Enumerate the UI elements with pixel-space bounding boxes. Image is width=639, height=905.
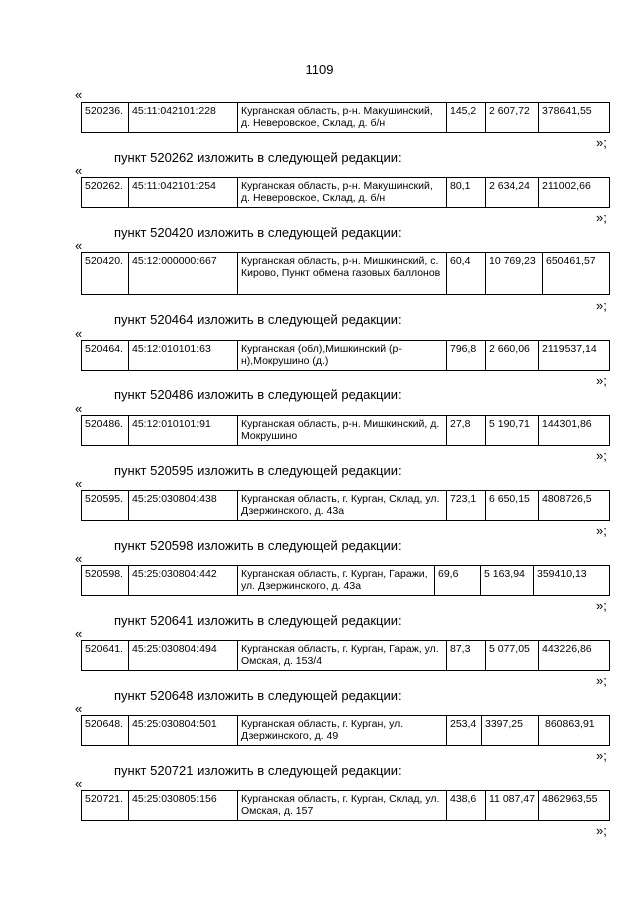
cell-cadastral: 45:12:010101:91	[129, 416, 238, 446]
close-quote: »;	[596, 523, 607, 538]
cell-rate: 6 650,15	[486, 491, 539, 521]
amendment-intro: пункт 520598 изложить в следующей редакции:	[114, 538, 402, 553]
cell-address: Курганская область, г. Курган, Гараж, ул. Омская, д. 153/4	[238, 641, 447, 671]
cell-rate: 5 077,05	[486, 641, 539, 671]
close-quote: »;	[596, 210, 607, 225]
cell-cadastral: 45:25:030804:501	[129, 716, 238, 746]
cell-area: 60,4	[447, 253, 486, 295]
cell-cadastral: 45:25:030805:156	[129, 791, 238, 821]
cell-area: 796,8	[447, 341, 486, 371]
cell-address: Курганская область, г. Курган, Склад, ул. Омская, д. 157	[238, 791, 447, 821]
cell-cadastral: 45:25:030804:438	[129, 491, 238, 521]
cell-value: 650461,57	[543, 253, 610, 295]
cell-address: Курганская (обл),Мишкинский (р-н),Мокрушино (д.)	[238, 341, 447, 371]
amendment-intro: пункт 520648 изложить в следующей редакции:	[114, 688, 402, 703]
cell-area: 80,1	[447, 178, 486, 208]
cell-address: Курганская область, р-н. Макушинский, д. Неверовское, Склад, д. б/н	[238, 178, 447, 208]
cell-value: 443226,86	[539, 641, 610, 671]
cell-rate: 2 607,72	[486, 103, 539, 133]
cell-cadastral: 45:25:030804:494	[129, 641, 238, 671]
cell-value: 144301,86	[539, 416, 610, 446]
cell-address: Курганская область, р-н. Макушинский, д. Неверовское, Склад, д. б/н	[238, 103, 447, 133]
open-quote: «	[75, 776, 83, 791]
close-quote: »;	[596, 135, 607, 150]
cell-rate: 5 190,71	[486, 416, 539, 446]
cell-number: 520464.	[82, 341, 129, 371]
cell-address: Курганская область, р-н. Мишкинский, д. Мокрушино	[238, 416, 447, 446]
cell-address: Курганская область, р-н. Мишкинский, с. Кирово, Пункт обмена газовых баллонов	[238, 253, 447, 295]
cell-value: 860863,91	[539, 716, 610, 746]
amendment-intro: пункт 520641 изложить в следующей редакции:	[114, 613, 402, 628]
cell-rate: 11 087,47	[486, 791, 539, 821]
cell-value: 359410,13	[534, 566, 610, 596]
open-quote: «	[75, 401, 83, 416]
amendment-intro: пункт 520262 изложить в следующей редакции:	[114, 150, 402, 165]
open-quote: «	[75, 701, 83, 716]
close-quote: »;	[596, 823, 607, 838]
cell-number: 520641.	[82, 641, 129, 671]
cell-value: 4808726,5	[539, 491, 610, 521]
amendment-intro: пункт 520486 изложить в следующей редакции:	[114, 387, 402, 402]
cell-cadastral: 45:25:030804:442	[129, 566, 238, 596]
cell-cadastral: 45:12:000000:667	[129, 253, 238, 295]
table-row	[81, 790, 610, 821]
close-quote: »;	[596, 373, 607, 388]
table-row	[81, 715, 610, 746]
open-quote: «	[75, 163, 83, 178]
cell-rate: 3397,25	[482, 716, 539, 746]
cell-rate: 2 660,06	[486, 341, 539, 371]
open-quote: «	[75, 238, 83, 253]
open-quote: «	[75, 326, 83, 341]
cell-area: 69,6	[435, 566, 481, 596]
table-row	[81, 102, 610, 133]
table-row	[81, 640, 610, 671]
cell-number: 520236.	[82, 103, 129, 133]
cell-value: 378641,55	[539, 103, 610, 133]
cell-area: 723,1	[447, 491, 486, 521]
cell-area: 27,8	[447, 416, 486, 446]
close-quote: »;	[596, 598, 607, 613]
close-quote: »;	[596, 748, 607, 763]
cell-value: 211002,66	[539, 178, 610, 208]
amendment-intro: пункт 520595 изложить в следующей редакции:	[114, 463, 402, 478]
table-row	[81, 340, 610, 371]
cell-address: Курганская область, г. Курган, Склад, ул. Дзержинского, д. 43а	[238, 491, 447, 521]
cell-value: 2119537,14	[539, 341, 610, 371]
amendment-intro: пункт 520420 изложить в следующей редакции:	[114, 225, 402, 240]
cell-number: 520595.	[82, 491, 129, 521]
cell-number: 520721.	[82, 791, 129, 821]
table-row	[81, 565, 610, 596]
cell-address: Курганская область, г. Курган, ул. Дзержинского, д. 49	[238, 716, 447, 746]
open-quote: «	[75, 626, 83, 641]
cell-number: 520486.	[82, 416, 129, 446]
open-quote: «	[75, 551, 83, 566]
cell-cadastral: 45:11:042101:228	[129, 103, 238, 133]
cell-area: 253,4	[447, 716, 482, 746]
cell-area: 145,2	[447, 103, 486, 133]
cell-cadastral: 45:11:042101:254	[129, 178, 238, 208]
cell-number: 520598.	[82, 566, 129, 596]
amendment-intro: пункт 520721 изложить в следующей редакции:	[114, 763, 402, 778]
table-row	[81, 490, 610, 521]
open-quote: «	[75, 476, 83, 491]
cell-area: 87,3	[447, 641, 486, 671]
cell-rate: 10 769,23	[486, 253, 543, 295]
cell-rate: 2 634,24	[486, 178, 539, 208]
cell-rate: 5 163,94	[481, 566, 534, 596]
close-quote: »;	[596, 673, 607, 688]
close-quote: »;	[596, 298, 607, 313]
cell-cadastral: 45:12:010101:63	[129, 341, 238, 371]
cell-address: Курганская область, г. Курган, Гаражи, ул. Дзержинского, д. 43а	[238, 566, 435, 596]
cell-number: 520648.	[82, 716, 129, 746]
open-quote: «	[75, 87, 83, 102]
close-quote: »;	[596, 448, 607, 463]
table-row	[81, 252, 610, 295]
page-number: 1109	[305, 62, 334, 77]
table-row	[81, 177, 610, 208]
amendment-intro: пункт 520464 изложить в следующей редакции:	[114, 312, 402, 327]
table-row	[81, 415, 610, 446]
cell-area: 438,6	[447, 791, 486, 821]
cell-value: 4862963,55	[539, 791, 610, 821]
cell-number: 520262.	[82, 178, 129, 208]
cell-number: 520420.	[82, 253, 129, 295]
